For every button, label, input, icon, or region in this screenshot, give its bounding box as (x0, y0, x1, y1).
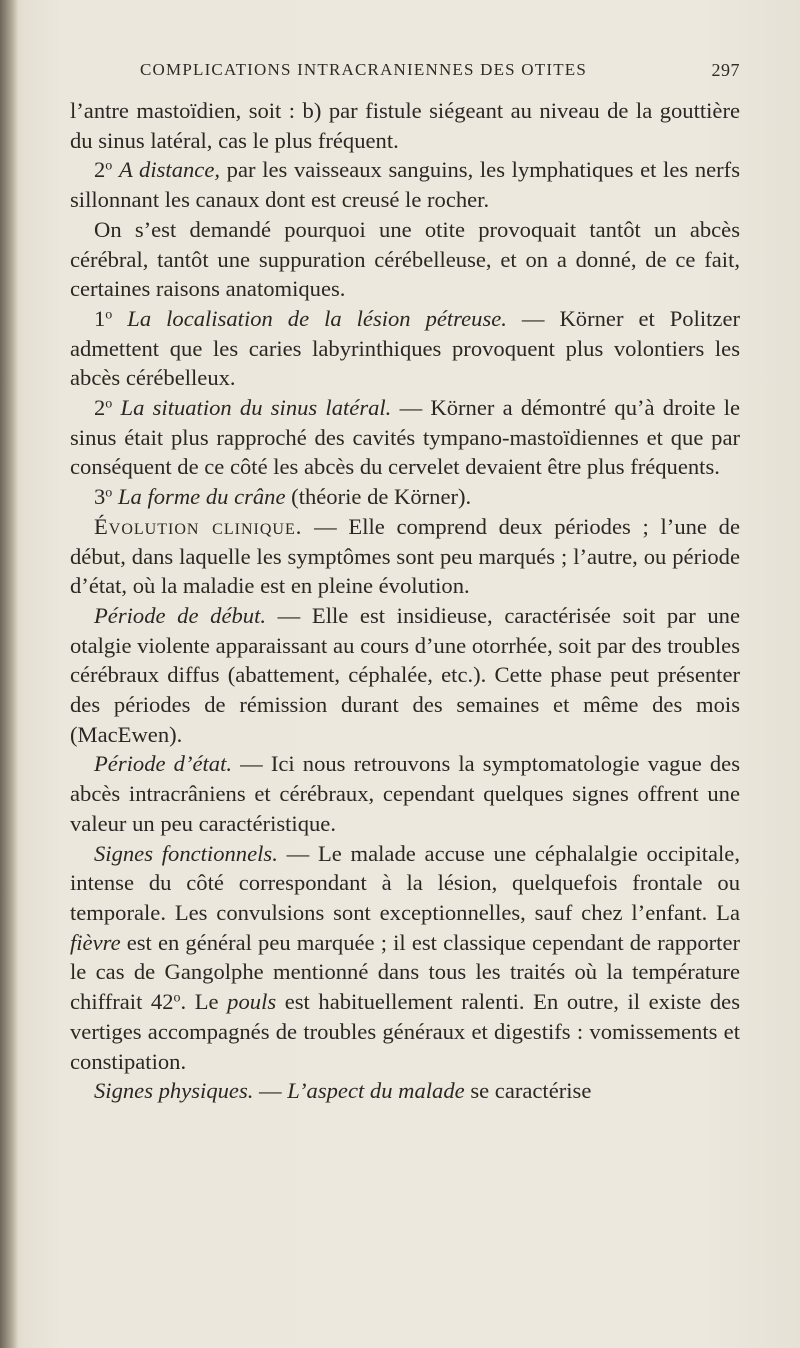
paragraph-text: — Le malade accuse une céphalalgie occipitale, intense du côté correspondant à la lésion, quelquefois frontale ou temporale. Les convulsions sont exceptionnelles, sauf chez l’enfant. La (70, 840, 740, 925)
paragraph-text: — Elle est insidieuse, caractérisée soit par une otalgie violente apparaissant au cours d’une otorrhée, soit par des troubles cérébraux diffus (abattement, céphalée, etc.). Cette phase peut présenter des périodes de rémission durant des semaines et même des mois (MacEwen). (70, 602, 740, 747)
paragraph-text: — Ici nous retrouvons la symptomatologie vague des abcès intracrâniens et cérébraux, cependant quelques signes offrent une valeur un peu caractéristique. (70, 751, 740, 836)
paragraph-text: On s’est demandé pourquoi une otite provoquait tantôt un abcès cérébral, tantôt une suppuration cérébelleuse, et on a donné, de ce fait, certaines raisons anatomiques. (70, 216, 740, 302)
paragraph-forme-crane (70, 482, 740, 512)
ordinal-sup: o (105, 158, 113, 174)
running-head (140, 60, 740, 82)
list-number: 2 (94, 157, 106, 183)
list-number: 2 (94, 395, 106, 421)
paragraph-text: par les vaisseaux sanguins, les lymphatiques et les nerfs sillonnant les canaux dont est creusé le rocher. (70, 157, 740, 213)
paragraph-text: (théorie de Körner). (285, 484, 472, 510)
degree-sup: o (173, 990, 181, 1006)
italic-heading: La forme du crâne (117, 484, 286, 510)
paragraph-text: — (253, 1078, 288, 1104)
paragraph-text: est habituellement ralenti. En outre, il existe des vertiges accompagnés de troubles généraux et digestifs : vomissements et constipation. (70, 989, 741, 1074)
paragraph-text: . Le (180, 989, 228, 1015)
paragraph-text: est en général peu marquée ; il est classique cependant de rapporter le cas de Gangolphe mentionné dans tous les traités où la température chiffrait 42 (70, 929, 740, 1015)
italic-heading: Signes fonctionnels. (94, 840, 278, 866)
page-binding-edge (0, 0, 18, 1348)
ordinal-sup: o (105, 396, 113, 412)
italic-heading: Période d’état. (94, 751, 232, 777)
italic-heading: A distance, (118, 157, 220, 183)
running-head-title: COMPLICATIONS INTRACRANIENNES DES OTITES (140, 60, 588, 79)
ordinal-sup: o (105, 485, 113, 501)
paragraph-signes-physiques (70, 1076, 740, 1106)
paragraph-text: — Körner a démontré qu’à droite le sinus était plus rapproché des cavités tympano-mastoïdiennes et que par conséquent de ce côté les abcès du cervelet devaient être plus fréquents. (70, 395, 741, 480)
italic-heading: Période de début. (94, 602, 266, 628)
list-number: 1 (94, 305, 106, 331)
italic-term: L’aspect du malade (287, 1078, 465, 1104)
list-number: 3 (94, 484, 106, 510)
ordinal-sup: o (105, 307, 113, 323)
section-heading: Évolution clinique. (94, 513, 303, 539)
paragraph-evolution-clinique (70, 512, 740, 601)
italic-heading: Signes physiques. (94, 1078, 254, 1104)
page-number: 297 (711, 60, 740, 80)
paragraph-text: — Körner et Politzer admettent que les caries labyrinthiques provoquent plus volontiers les abcès cérébelleux. (70, 305, 740, 391)
paragraph-signes-fonctionnels (70, 839, 740, 1077)
paragraph-antre-mastoidien (70, 96, 740, 155)
paragraph-periode-debut (70, 601, 740, 750)
paragraph-abces-question (70, 215, 740, 304)
body-text (70, 96, 740, 1106)
paragraph-text: — Elle comprend deux périodes ; l’une de début, dans laquelle les symptômes sont peu marqués ; l’autre, ou période d’état, où la maladie est en pleine évolution. (70, 513, 740, 599)
paragraph-localisation (70, 304, 740, 393)
paragraph-text: se caractérise (464, 1078, 592, 1104)
paragraph-text: l’antre mastoïdien, soit : b) par fistule siégeant au niveau de la gouttière du sinus latéral, cas le plus fréquent. (70, 98, 740, 153)
italic-heading: La situation du sinus latéral. (120, 395, 392, 421)
italic-heading: La localisation de la lésion pétreuse. (127, 305, 507, 331)
italic-term: fièvre (70, 929, 121, 955)
paragraph-a-distance (70, 155, 740, 214)
paragraph-situation-sinus (70, 393, 740, 482)
paragraph-periode-etat (70, 749, 740, 838)
italic-term: pouls (227, 989, 277, 1015)
